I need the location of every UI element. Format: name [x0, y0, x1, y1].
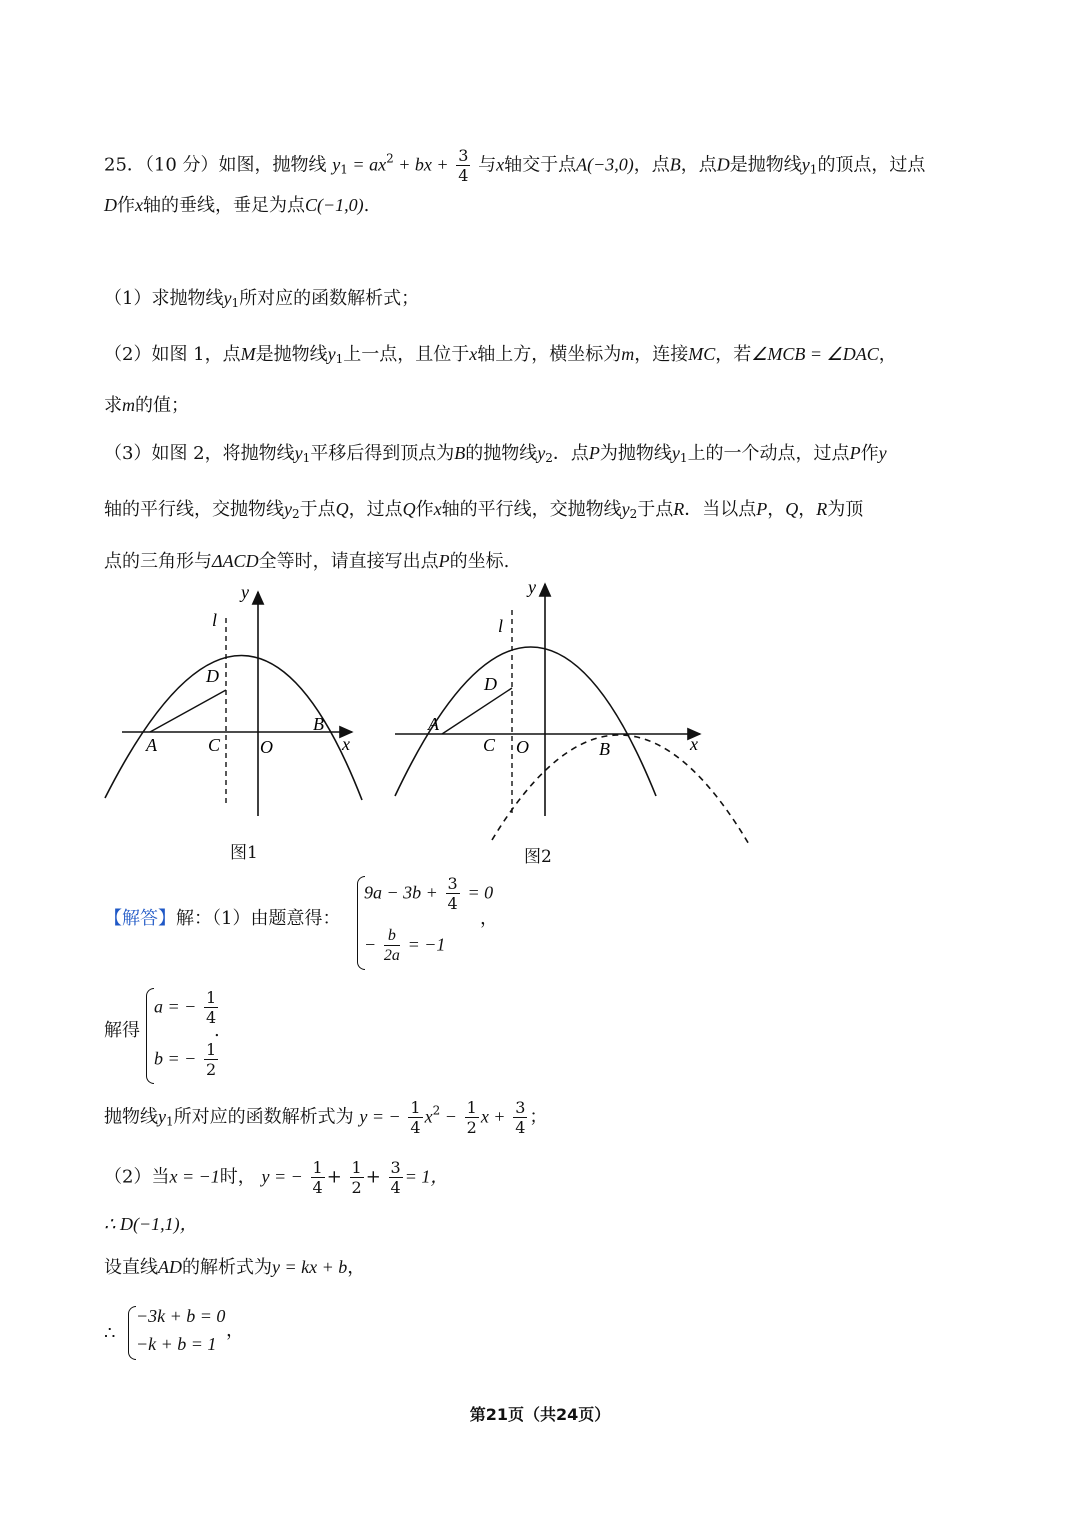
part-3-line-3 [104, 552, 509, 571]
text: 轴交于点 [504, 154, 577, 176]
question-number: 25． [104, 154, 145, 176]
result-line [104, 1098, 547, 1137]
question-line-2 [104, 196, 369, 215]
therefore-symbol: ∴ [104, 1323, 116, 1344]
text: 与 [478, 154, 497, 176]
var-y: y [294, 443, 303, 463]
text: 设直线 [104, 1257, 158, 1278]
formula-ax: = ax [347, 154, 387, 175]
numerator: 1 [312, 1158, 323, 1177]
point-d: D [716, 154, 730, 175]
point-b: B [454, 443, 466, 463]
numerator: 3 [515, 1098, 526, 1117]
superscript: 2 [432, 1103, 441, 1118]
formula-bx: + bx + [393, 154, 449, 175]
text: ，过点 [348, 499, 403, 520]
label-o: O [516, 737, 529, 757]
part-1 [104, 289, 419, 309]
numerator: 3 [458, 146, 469, 165]
subscript: 1 [679, 451, 688, 465]
numerator: 1 [410, 1098, 421, 1117]
var-x: x [469, 344, 478, 364]
eq-text: b = − [154, 1048, 197, 1069]
figure-2 [390, 578, 760, 853]
label-o: O [260, 737, 273, 757]
fraction [204, 1040, 218, 1079]
solution-intro [104, 910, 340, 928]
label-d: D [484, 674, 497, 694]
fraction [446, 874, 460, 913]
text: 上的一个动点，过点 [687, 443, 850, 464]
text: 为抛物线 [599, 443, 672, 464]
numerator: 3 [447, 874, 458, 893]
point-p: P [438, 551, 450, 571]
fraction [513, 1098, 527, 1137]
system-eq-1: −3k + b = 0 [136, 1306, 226, 1326]
solve-brace [146, 988, 154, 1084]
formula-y: y [332, 154, 341, 175]
label-c: C [208, 735, 221, 755]
subscript-2: 2 [629, 507, 638, 521]
label-b: B [313, 714, 324, 734]
point-b: B [669, 154, 681, 175]
numerator: b [384, 926, 400, 946]
solve-b [154, 1040, 220, 1079]
denominator: 4 [312, 1178, 323, 1198]
label-b: B [599, 739, 610, 759]
text: ； [529, 1106, 548, 1128]
text: ，连接 [634, 344, 689, 365]
eq-text: a = − [154, 996, 197, 1017]
text: 的值； [135, 395, 189, 416]
var-y: y [671, 443, 680, 463]
text: 上一点，且位于 [343, 344, 470, 365]
label-x: x [342, 734, 350, 754]
fraction [408, 1098, 422, 1137]
figure-1-caption: 图1 [230, 843, 258, 863]
fraction [384, 926, 400, 965]
point-m: M [240, 344, 256, 364]
answer-tag: 【解答】 [104, 908, 176, 929]
equation-1 [364, 874, 493, 913]
point-q: Q [335, 499, 349, 519]
text: 全等时，请直接写出点 [258, 551, 439, 572]
text: 的坐标. [449, 551, 510, 572]
eq-text: − [440, 1106, 457, 1127]
text: ．点 [552, 443, 589, 464]
var-y: y [537, 443, 546, 463]
fraction [389, 1158, 403, 1197]
numerator: 1 [206, 988, 217, 1007]
point-c: C(−1,0) [305, 195, 364, 215]
system-eq-2: −k + b = 1 [136, 1334, 217, 1354]
subscript: 1 [809, 162, 818, 177]
eq-text: x = −1 [169, 1166, 220, 1187]
part-3-line-1 [104, 444, 887, 464]
text: 解：（1）由题意得： [176, 908, 341, 929]
solution-2-line [104, 1158, 448, 1197]
text: 作 [117, 195, 135, 216]
fraction [465, 1098, 479, 1137]
eq-text: y = − [359, 1106, 401, 1127]
plus: + [326, 1166, 342, 1188]
text: （2）如图 1，点 [104, 344, 241, 365]
eq-text: = 1， [404, 1166, 449, 1187]
fraction [456, 146, 470, 185]
denominator: 2 [206, 1060, 217, 1080]
point-d: D [104, 195, 117, 215]
text: （3）如图 2，将抛物线 [104, 443, 295, 464]
numerator: 1 [466, 1098, 477, 1117]
point-p: P [756, 499, 768, 519]
part-3-line-2 [104, 500, 863, 520]
system-brace-2 [128, 1306, 136, 1360]
plus: + [365, 1166, 381, 1188]
fraction [350, 1158, 364, 1197]
var-y: y [621, 499, 630, 519]
question-line-1 [104, 146, 925, 185]
var-y: y [284, 499, 292, 519]
text: ，若 [715, 344, 752, 365]
point-p: P [588, 443, 600, 463]
text: 平移后得到顶点为 [310, 443, 455, 464]
text: （1）求抛物线 [104, 288, 224, 309]
text: 求 [104, 395, 122, 416]
text: . [363, 195, 370, 216]
solution-d-point: ∴ D(−1,1)， [104, 1214, 198, 1234]
solve-label: 解得 [104, 1020, 140, 1041]
text: ，点 [633, 154, 670, 176]
text: 是抛物线 [255, 344, 328, 365]
subscript: 1 [166, 1114, 174, 1129]
segment-ad [150, 690, 226, 732]
numerator: 1 [351, 1158, 362, 1177]
text: 为顶 [827, 499, 864, 520]
subscript-2: 2 [292, 507, 300, 521]
text: ， [878, 344, 897, 365]
text: 作 [860, 443, 879, 464]
text: 如图，抛物线 [218, 154, 327, 176]
point-r: R [673, 499, 685, 519]
label-a: A [146, 735, 157, 755]
text: 是抛物线 [729, 154, 802, 176]
system-comma: ， [480, 908, 498, 929]
label-y: y [241, 582, 249, 602]
label-a: A [428, 714, 439, 734]
var-m: m [621, 344, 635, 364]
eq-text: − [364, 934, 377, 955]
text: 点的三角形与 [104, 551, 212, 572]
var-x: x [496, 154, 505, 175]
point-q: Q [785, 499, 799, 519]
label-x: x [690, 734, 698, 754]
part-2-line-1 [104, 345, 897, 365]
point-q: Q [402, 499, 416, 519]
text: ， [767, 499, 786, 520]
text: ．当以点 [684, 499, 757, 520]
point-r: R [816, 499, 828, 519]
text: 的顶点，过点 [817, 154, 926, 176]
figure-1 [100, 578, 370, 828]
solve-period: . [214, 1020, 220, 1041]
label-l: l [498, 616, 504, 636]
segment-mc: MC [688, 344, 716, 364]
segment-ad: AD [158, 1257, 182, 1277]
eq-text: y = − [261, 1166, 303, 1187]
denominator: 4 [458, 166, 469, 186]
label-c: C [483, 735, 496, 755]
angle-equation: ∠MCB = ∠DAC [751, 344, 879, 364]
fraction [311, 1158, 325, 1197]
subscript: 1 [302, 451, 311, 465]
text: 轴的垂线，垂足为点 [143, 195, 305, 216]
text: 于点 [637, 499, 674, 520]
var-x: x [424, 1106, 433, 1127]
question-points: （10 分） [144, 154, 219, 176]
denominator: 4 [447, 894, 458, 914]
superscript: 2 [386, 151, 394, 166]
text: ， [798, 499, 817, 520]
text: 轴上方，横坐标为 [477, 344, 622, 365]
denominator: 4 [390, 1178, 401, 1198]
var-y: y [801, 154, 810, 175]
segment-ad [442, 688, 512, 734]
equation-2 [364, 926, 445, 965]
text: 轴的平行线，交抛物线 [441, 499, 622, 520]
var-y: y [223, 288, 232, 308]
text: 时， [219, 1166, 256, 1188]
text: ， [347, 1257, 366, 1278]
solve-a [154, 988, 220, 1027]
parabola-y2 [492, 735, 750, 846]
var-y: y [158, 1106, 166, 1127]
denominator: 2 [466, 1118, 477, 1138]
text: 作 [415, 499, 434, 520]
figure-2-caption: 图2 [524, 847, 552, 867]
label-d: D [206, 666, 219, 686]
system-comma-2: ， [226, 1320, 244, 1341]
var-y: y [878, 443, 887, 463]
eq-text: = −1 [407, 934, 446, 955]
denominator: 2 [351, 1178, 362, 1198]
text: （2）当 [104, 1166, 170, 1188]
text: 于点 [299, 499, 336, 520]
text: 轴的平行线，交抛物线 [104, 499, 284, 520]
eq-text: x + [480, 1106, 506, 1127]
var-y: y [327, 344, 336, 364]
eq-text: 9a − 3b + [364, 882, 438, 903]
triangle-acd: ΔACD [212, 551, 259, 571]
point-a: A(−3,0) [576, 154, 634, 175]
label-y: y [528, 578, 536, 597]
text: 抛物线 [104, 1106, 158, 1128]
numerator: 1 [206, 1040, 217, 1059]
var-x: x [135, 195, 143, 215]
subscript: 1 [340, 162, 348, 177]
solution-line-ad [104, 1258, 365, 1277]
label-l: l [212, 610, 218, 630]
var-m: m [122, 395, 135, 415]
numerator: 3 [390, 1158, 401, 1177]
var-x: x [433, 499, 442, 519]
eq-text: = 0 [467, 882, 494, 903]
text: 所对应的函数解析式为 [173, 1106, 354, 1128]
page-footer: 第21页（共24页） [469, 1405, 611, 1424]
text: ，点 [680, 154, 717, 176]
subscript: 1 [335, 352, 344, 366]
eq-text: y = kx + b [272, 1257, 348, 1277]
part-2-line-2 [104, 396, 189, 415]
denominator: 4 [515, 1118, 526, 1138]
text: 的抛物线 [465, 443, 538, 464]
denominator: 4 [410, 1118, 421, 1138]
denominator: 2a [383, 947, 400, 965]
point-p: P [849, 443, 861, 463]
subscript-2: 2 [545, 451, 553, 465]
denominator: 4 [206, 1008, 217, 1028]
text: 的解析式为 [182, 1257, 272, 1278]
text: 所对应的函数解析式； [239, 288, 420, 309]
subscript: 1 [231, 296, 240, 310]
